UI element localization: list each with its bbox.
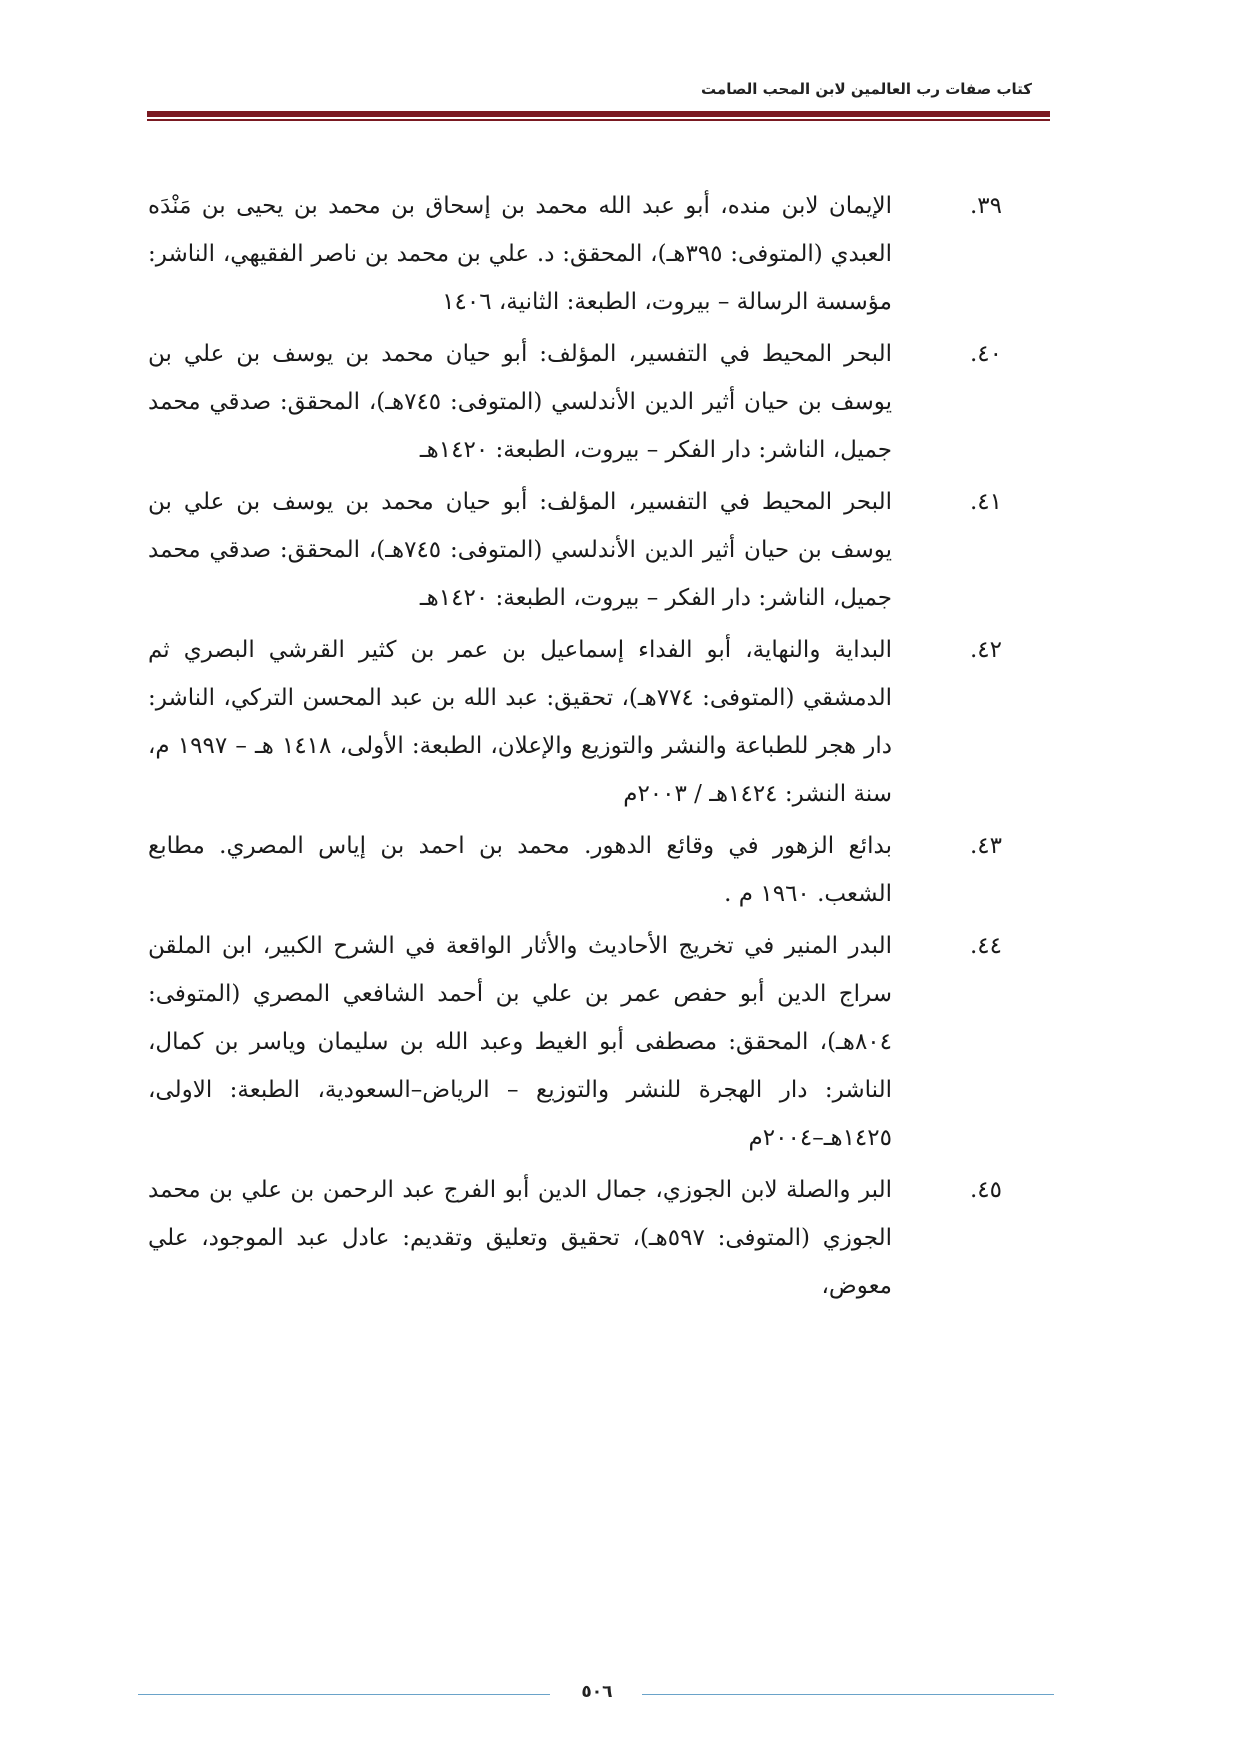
footer-rule-right <box>642 1694 1054 1695</box>
bibliography-entry <box>148 822 1002 918</box>
entry-number: ٣٩. <box>969 193 1002 219</box>
entry-number: ٤٢. <box>969 637 1002 663</box>
bibliography-entry <box>148 626 1002 818</box>
entry-text: البدر المنير في تخريج الأحاديث والأثار الواقعة في الشرح الكبير، ابن الملقن سراج الدين أبو حفص عمر بن علي بن أحمد الشافعي المصري (المتوفى: ٨٠٤هـ)، المحقق: مصطفى أبو الغيط وعبد الله بن سليمان وياسر بن كمال، الناشر: دار الهجرة للنشر والتوزيع – الرياض–السعودية، الطبعة: الاولى، ١٤٢٥هـ–٢٠٠٤م <box>148 933 892 1151</box>
bibliography-entry <box>148 330 1002 474</box>
entry-text: البحر المحيط في التفسير، المؤلف: أبو حيان محمد بن يوسف بن علي بن يوسف بن حيان أثير الدين الأندلسي (المتوفى: ٧٤٥هـ)، المحقق: صدقي محمد جميل، الناشر: دار الفكر – بيروت، الطبعة: ١٤٢٠هـ <box>148 341 892 463</box>
header-rule <box>147 111 1050 117</box>
bibliography-entry <box>148 478 1002 622</box>
footer-rule-left <box>138 1694 550 1695</box>
entry-text: البر والصلة لابن الجوزي، جمال الدين أبو الفرج عبد الرحمن بن علي بن محمد الجوزي (المتوفى: ٥٩٧هـ)، تحقيق وتعليق وتقديم: عادل عبد الموجود، علي معوض، <box>148 1177 892 1299</box>
header-rule-secondary <box>147 119 1050 121</box>
entry-number: ٤١. <box>969 489 1002 515</box>
entry-number: ٤٤. <box>969 933 1002 959</box>
entry-text: البداية والنهاية، أبو الفداء إسماعيل بن عمر بن كثير القرشي البصري ثم الدمشقي (المتوفى: ٧٧٤هـ)، تحقيق: عبد الله بن عبد المحسن التركي، الناشر: دار هجر للطباعة والنشر والتوزيع والإعلان، الطبعة: الأولى، ١٤١٨ هـ – ١٩٩٧ م، سنة النشر: ١٤٢٤هـ / ٢٠٠٣م <box>148 637 892 807</box>
bibliography-list <box>148 182 1002 1314</box>
page-number: ٥٠٦ <box>581 1682 613 1702</box>
entry-number: ٤٣. <box>969 833 1002 859</box>
bibliography-entry <box>148 922 1002 1162</box>
entry-text: الإيمان لابن منده، أبو عبد الله محمد بن إسحاق بن محمد بن يحيى بن مَنْدَه العبدي (المتوفى: ٣٩٥هـ)، المحقق: د. علي بن محمد بن ناصر الفقيهي، الناشر: مؤسسة الرسالة – بيروت، الطبعة: الثانية، ١٤٠٦ <box>148 193 893 315</box>
entry-number: ٤٠. <box>969 341 1002 367</box>
bibliography-entry <box>148 1166 1002 1310</box>
bibliography-entry <box>148 182 1002 326</box>
entry-number: ٤٥. <box>969 1177 1002 1203</box>
entry-text: بدائع الزهور في وقائع الدهور. محمد بن احمد بن إياس المصري. مطابع الشعب. ١٩٦٠ م . <box>148 833 892 907</box>
running-header: كتاب صفات رب العالمين لابن المحب الصامت <box>701 80 1032 98</box>
entry-text: البحر المحيط في التفسير، المؤلف: أبو حيان محمد بن يوسف بن علي بن يوسف بن حيان أثير الدين الأندلسي (المتوفى: ٧٤٥هـ)، المحقق: صدقي محمد جميل، الناشر: دار الفكر – بيروت، الطبعة: ١٤٢٠هـ <box>148 489 892 611</box>
